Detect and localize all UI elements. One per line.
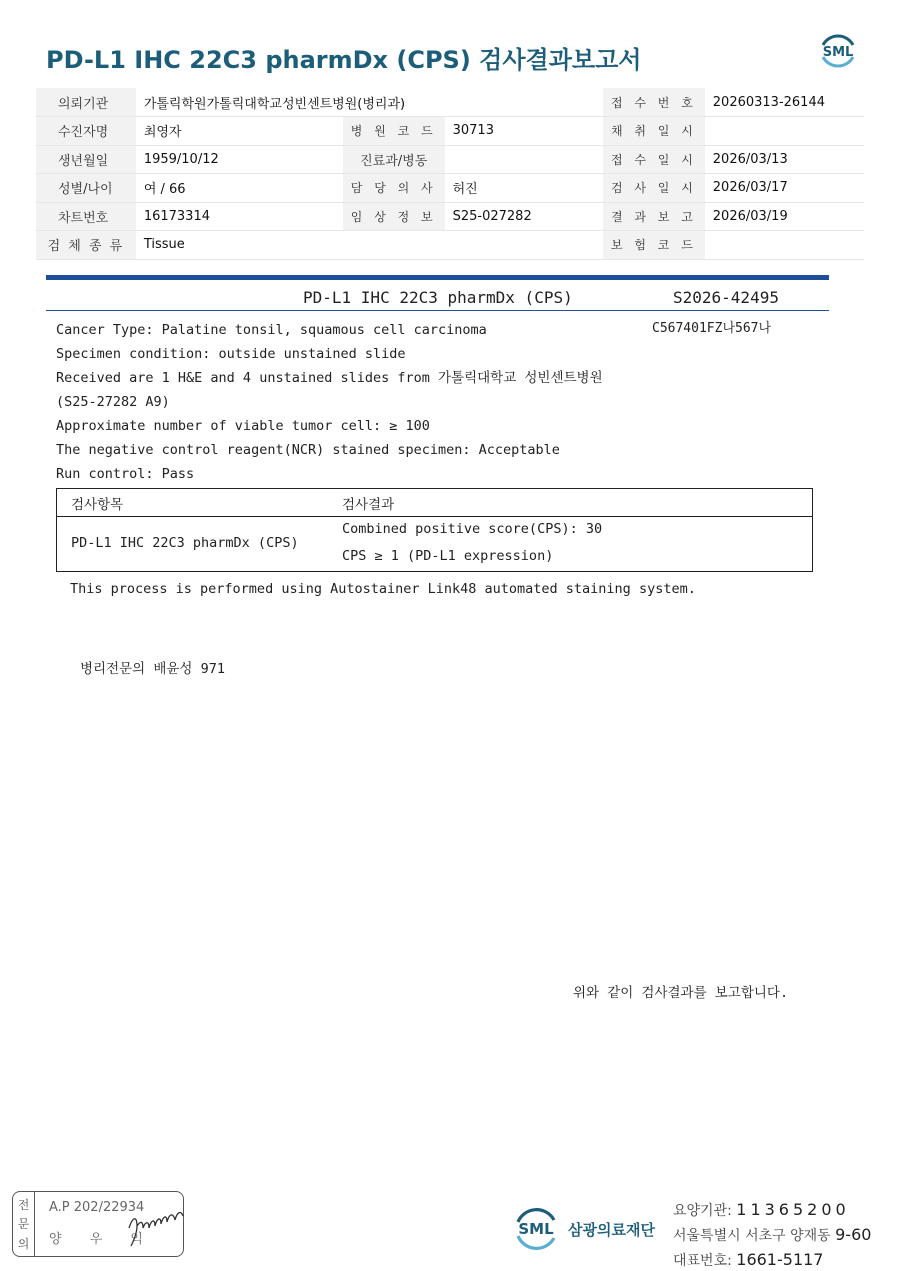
info-row	[36, 202, 864, 231]
value-attending-doctor: 허진	[445, 174, 603, 203]
value-birth-date: 1959/10/12	[136, 145, 343, 174]
report-code: S2026-42495	[673, 288, 779, 307]
closing-statement: 위와 같이 검사결과를 보고합니다.	[573, 985, 789, 1001]
value-department	[445, 145, 603, 174]
label-insurance-code: 보 험 코 드	[603, 231, 705, 260]
label-birth-date: 생년월일	[36, 145, 136, 174]
address-text: 서울특별시 서초구 양재동	[673, 1228, 836, 1244]
cps-interpretation: CPS ≥ 1 (PD-L1 expression)	[342, 548, 554, 564]
pathologist-signature-line: 병리전문의 배윤성 971	[80, 661, 225, 677]
value-report-date: 2026/03/19	[705, 202, 864, 231]
stamp-side-label	[13, 1192, 35, 1256]
specialist-stamp	[12, 1191, 184, 1257]
ncr-line: The negative control reagent(NCR) stained specimen: Acceptable	[56, 442, 560, 458]
stamp-side-char: 문	[17, 1217, 30, 1232]
header-test-result: 검사결과	[342, 497, 395, 513]
report-test-name: PD-L1 IHC 22C3 pharmDx (CPS)	[303, 288, 573, 307]
sml-logo-text: SML	[822, 45, 854, 60]
report-title: PD-L1 IHC 22C3 pharmDx (CPS) 검사결과보고서	[46, 46, 642, 74]
phone-value: 1661-5117	[736, 1250, 824, 1269]
test-item-name: PD-L1 IHC 22C3 pharmDx (CPS)	[71, 535, 299, 551]
label-specimen-type: 검 체 종 류	[36, 231, 136, 260]
info-row	[36, 145, 864, 174]
contact-info	[673, 1198, 871, 1271]
report-sub-code: C567401FZ나567나	[652, 321, 772, 336]
stamp-side-char: 의	[17, 1236, 30, 1251]
label-test-date: 검 사 일 시	[603, 174, 705, 203]
sml-footer-logo-icon	[510, 1200, 562, 1256]
value-sex-age: 여 / 66	[136, 174, 343, 203]
handwritten-signature-icon	[125, 1202, 187, 1250]
patient-info-table	[36, 88, 864, 260]
info-row	[36, 174, 864, 203]
specimen-condition-line: Specimen condition: outside unstained slide	[56, 346, 406, 362]
result-table	[56, 488, 813, 572]
result-table-header	[57, 489, 812, 517]
info-row	[36, 231, 864, 260]
run-control-line: Run control: Pass	[56, 466, 195, 482]
label-clinical-info: 임 상 정 보	[343, 202, 445, 231]
label-collection-date: 채 취 일 시	[603, 117, 705, 146]
value-receipt-number: 20260313-26144	[705, 88, 864, 117]
section-divider	[46, 275, 829, 280]
label-requesting-org: 의뢰기관	[36, 88, 136, 117]
value-receipt-date: 2026/03/13	[705, 145, 864, 174]
stamp-doctor-name: 양 우 익	[49, 1232, 155, 1247]
phone-label: 대표번호:	[673, 1253, 737, 1269]
label-receipt-number: 접 수 번 호	[603, 88, 705, 117]
value-requesting-org: 가톨릭학원가톨릭대학교성빈센트병원(병리과)	[136, 88, 603, 117]
label-department: 진료과/병동	[343, 145, 445, 174]
label-hospital-code: 병 원 코 드	[343, 117, 445, 146]
process-note: This process is performed using Autostainer Link48 automated staining system.	[70, 581, 696, 597]
value-hospital-code: 30713	[445, 117, 603, 146]
institution-code-label: 요양기관:	[673, 1203, 737, 1219]
tumor-cell-line: Approximate number of viable tumor cell: ≥ 100	[56, 418, 430, 434]
phone-line	[673, 1248, 871, 1271]
label-patient-name: 수진자명	[36, 117, 136, 146]
value-clinical-info: S25-027282	[445, 202, 603, 231]
institution-code-line	[673, 1198, 871, 1223]
sml-logo-icon	[815, 28, 861, 74]
info-row	[36, 88, 864, 117]
report-header	[46, 283, 829, 311]
foundation-name: 삼광의료재단	[568, 1221, 655, 1239]
value-test-date: 2026/03/17	[705, 174, 864, 203]
value-specimen-type: Tissue	[136, 231, 603, 260]
label-attending-doctor: 담 당 의 사	[343, 174, 445, 203]
received-slides-line: Received are 1 H&E and 4 unstained slides from 가톨릭대학교 성빈센트병원	[56, 370, 603, 386]
cancer-type-line: Cancer Type: Palatine tonsil, squamous cell carcinoma	[56, 322, 487, 338]
label-chart-number: 차트번호	[36, 202, 136, 231]
slide-id-line: (S25-27282 A9)	[56, 394, 170, 410]
institution-code-value: 11365200	[736, 1200, 850, 1219]
value-patient-name: 최영자	[136, 117, 343, 146]
report-body	[56, 318, 603, 486]
sml-footer-logo-text: SML	[518, 1220, 554, 1238]
info-row	[36, 117, 864, 146]
header-test-item: 검사항목	[71, 497, 124, 513]
label-sex-age: 성별/나이	[36, 174, 136, 203]
address-number: 9-60	[835, 1225, 872, 1244]
value-chart-number: 16173314	[136, 202, 343, 231]
address-line	[673, 1223, 871, 1248]
value-insurance-code	[705, 231, 864, 260]
stamp-license-number: A.P 202/22934	[49, 1200, 145, 1215]
label-report-date: 결 과 보 고	[603, 202, 705, 231]
cps-score: Combined positive score(CPS): 30	[342, 521, 603, 537]
value-collection-date	[705, 117, 864, 146]
label-receipt-date: 접 수 일 시	[603, 145, 705, 174]
stamp-side-char: 전	[17, 1198, 30, 1213]
